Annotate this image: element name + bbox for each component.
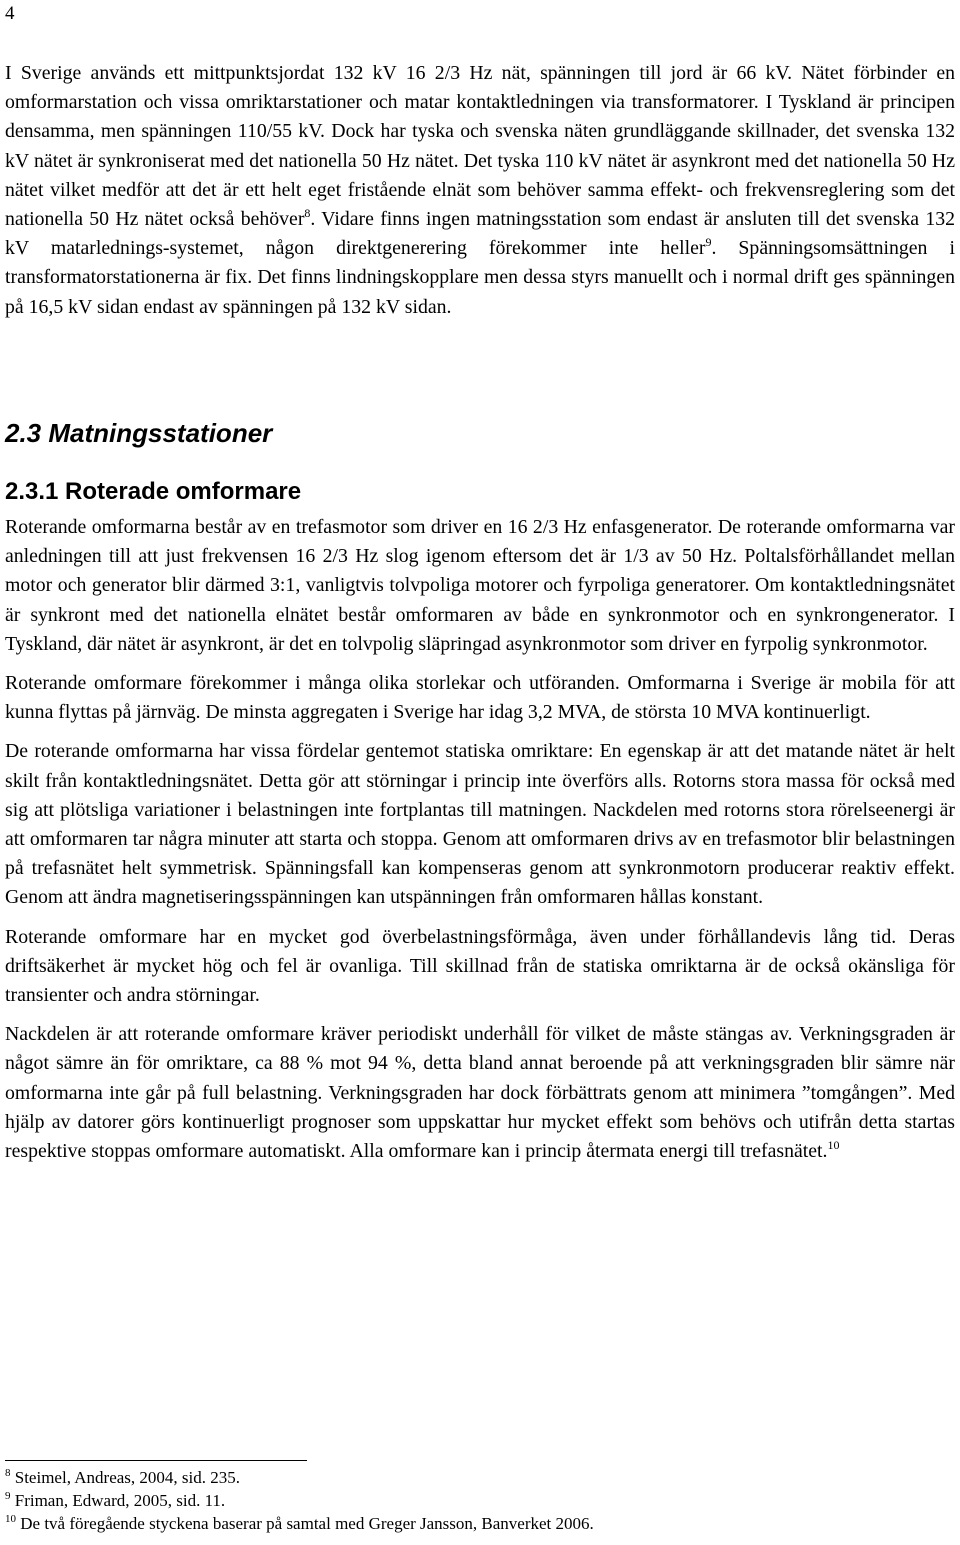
- footnote-ref-9[interactable]: 9: [705, 235, 712, 250]
- page-number: 4: [5, 3, 15, 24]
- paragraph: De roterande omformarna har vissa fördelar gentemot statiska omriktare: En egenskap är att det matande nätet är helt skilt från kontaktledningsnätet. Detta gör att störningar i princip inte överförs alls. Rotorns stora massa för också med sig att plötsliga variationer i belastningen inte fortplantas till matningen. Nackdelen med rotorns stora rörelseenergi är att omformaren tar några minuter att starta och stoppa. Genom att omformaren drivs av en trefasmotor blir belastningen på trefasnätet helt symmetrisk. Spänningsfall kan kompenseras genom att synkronmotorn producerar reaktiv effekt. Genom att ändra magnetiseringsspänningen kan utspänningen från omformaren hållas konstant.: [5, 740, 955, 909]
- subsection-heading: 2.3.1 Roterade omformare: [5, 478, 302, 505]
- paragraph: Roterande omformare förekommer i många olika storlekar och utföranden. Omformarna i Sverige är mobila för att kunna flyttas på järnväg. De minsta aggregaten i Sverige har idag 3,2 MVA, de största 10 MVA kontinuerligt.: [5, 672, 955, 724]
- paragraph: Roterande omformarna består av en trefasmotor som driver en 16 2/3 Hz enfasgenerator. De roterande omformarna var anledningen till att just frekvensen 16 2/3 Hz slog igenom eftersom det är 1/3 av 50 Hz. Poltalsförhållandet mellan motor och generator blir därmed 3:1, vanligtvis tolvpoliga motorer och fyrpoliga generatorer. Om kontaktledningsnätet är synkront med det nationella elnätet består omformaren av både en synkronmotor och en synkrongenerator. I Tyskland, där nätet är asynkront, är det en tolvpolig släpringad asynkronmotor som driver en fyrpolig synkronmotor.: [5, 516, 955, 655]
- main-text: [5, 513, 955, 1176]
- paragraph-intro: [5, 59, 955, 322]
- paragraph-last-text: Nackdelen är att roterande omformare kräver periodiskt underhåll för vilket de måste stängas av. Verkningsgraden är något sämre än för omriktare, ca 88 % mot 94 %, detta bland annat beroende på att verkningsgraden blir sämre när omformarna inte går på full belastning. Verkningsgraden har dock förbättrats genom att minimera ”tomgången”. Med hjälp av datorer görs kontinuerligt prognoser som uppskattar hur mycket effekt som behövs och utifrån detta startas respektive stoppas omformare automatiskt. Alla omformare kan i princip återmata energi till trefasnätet.: [5, 1023, 955, 1163]
- footnote-ref-8[interactable]: 8: [304, 206, 311, 221]
- footnote: [5, 1512, 955, 1535]
- footnote: [5, 1466, 955, 1489]
- footnote-number: 9: [5, 1490, 11, 1502]
- footnote-text: Steimel, Andreas, 2004, sid. 235.: [14, 1468, 240, 1487]
- footnote-number: 10: [5, 1513, 16, 1525]
- paragraph-intro-part3: . Spänningsomsättningen i transformatorstationerna är fix. Det finns lindningskopplare men dessa styrs manuellt och i normal drift ges spänningen på 16,5 kV sidan endast av spänningen på 132 kV sidan.: [5, 237, 955, 318]
- footnote-text: De två föregående styckena baserar på samtal med Greger Jansson, Banverket 2006.: [20, 1514, 594, 1533]
- footnote-text: Friman, Edward, 2005, sid. 11.: [14, 1491, 226, 1510]
- section-heading: 2.3 Matningsstationer: [5, 418, 273, 448]
- paragraph-intro-part2: . Vidare finns ingen matningsstation som endast är ansluten till det svenska 132 kV matarlednings-systemet, någon direktgenerering förekommer inte heller: [5, 208, 955, 260]
- intro-text: [5, 59, 955, 332]
- paragraph-intro-part1: I Sverige används ett mittpunktsjordat 132 kV 16 2/3 Hz nät, spänningen till jord är 66 kV. Nätet förbinder en omformarstation och vissa omriktarstationer och matar kontaktledningen via transformatorer. I Tyskland är principen densamma, men spänningen 110/55 kV. Dock har tyska och svenska näten grundläggande skillnader, det svenska 132 kV nätet är synkroniserat med det nationella 50 Hz nätet. Det tyska 110 kV nätet är asynkront med det nationella 50 Hz nätet vilket medför att det är ett helt eget fristående elnät som behöver samma effekt- och frekvensreglering som det nationella 50 Hz nätet också behöver: [5, 62, 955, 231]
- footnote-number: 8: [5, 1467, 11, 1479]
- footnote-ref-10[interactable]: 10: [827, 1138, 840, 1153]
- paragraph: Roterande omformare har en mycket god överbelastningsförmåga, även under förhållandevis lång tid. Deras driftsäkerhet är mycket hög och fel är ovanliga. Till skillnad från de statiska omriktarna är de också okänsliga för transienter och andra störningar.: [5, 925, 955, 1007]
- footnotes: [5, 1466, 955, 1535]
- footnote: [5, 1489, 955, 1512]
- footnote-separator: [5, 1460, 307, 1461]
- paragraph-last: [5, 1020, 955, 1166]
